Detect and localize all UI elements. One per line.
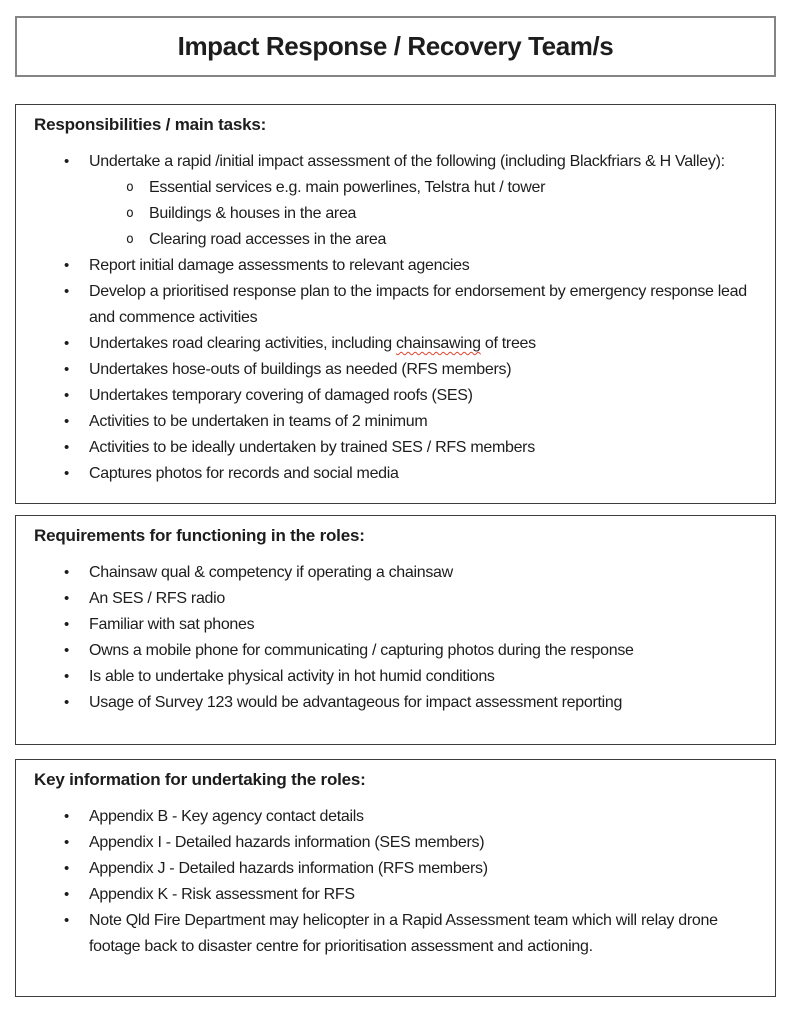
- sub-list-item: [89, 227, 757, 253]
- document-title-box: [15, 16, 776, 77]
- section-heading-requirements: Requirements for functioning in the roles:: [34, 526, 365, 545]
- list-item: [34, 331, 757, 357]
- list-item: [34, 560, 757, 586]
- sub-bullet-marker: o: [126, 206, 134, 221]
- spellcheck-word: chainsawing: [395, 335, 481, 352]
- bullet-marker: •: [64, 387, 69, 404]
- bullet-marker: •: [64, 361, 69, 378]
- list-item-text: Appendix I - Detailed hazards information (SES members): [89, 834, 485, 851]
- bullet-marker: •: [64, 886, 69, 903]
- bullet-marker: •: [64, 439, 69, 456]
- bullet-marker: •: [64, 694, 69, 711]
- key-information-bullet-list: [34, 804, 757, 960]
- bullet-marker: •: [64, 668, 69, 685]
- list-item: [34, 461, 757, 487]
- list-item-text: Usage of Survey 123 would be advantageous for impact assessment reporting: [89, 694, 623, 711]
- section-heading-key-information: Key information for undertaking the roles:: [34, 770, 366, 789]
- list-item: [34, 690, 757, 716]
- section-responsibilities: [15, 104, 776, 504]
- section-key-information: [15, 759, 776, 997]
- bullet-marker: •: [64, 413, 69, 430]
- sub-list-item: [89, 201, 757, 227]
- bullet-marker: •: [64, 465, 69, 482]
- page-title: Impact Response / Recovery Team/s: [177, 31, 614, 61]
- list-item-text: Undertakes temporary covering of damaged roofs (SES): [89, 387, 473, 404]
- section-heading-responsibilities: Responsibilities / main tasks:: [34, 115, 267, 134]
- bullet-marker: •: [64, 257, 69, 274]
- list-item: [34, 612, 757, 638]
- requirements-bullet-list: [34, 560, 757, 716]
- list-item: [34, 149, 757, 253]
- list-item-text: Develop a prioritised response plan to the impacts for endorsement by emergency response lead and commence activities: [89, 283, 747, 326]
- list-item-text: Captures photos for records and social media: [89, 465, 399, 482]
- list-item-text: Owns a mobile phone for communicating / capturing photos during the response: [89, 642, 634, 659]
- bullet-marker: •: [64, 912, 69, 929]
- list-item: [34, 664, 757, 690]
- sub-list-item-text: Clearing road accesses in the area: [149, 231, 387, 248]
- list-item: [34, 908, 757, 960]
- sub-list-item-text: Essential services e.g. main powerlines, Telstra hut / tower: [149, 179, 546, 196]
- list-item-text: Report initial damage assessments to relevant agencies: [89, 257, 470, 274]
- list-item-text: Familiar with sat phones: [89, 616, 255, 633]
- bullet-marker: •: [64, 834, 69, 851]
- bullet-marker: •: [64, 335, 69, 352]
- list-item-text: Undertakes hose-outs of buildings as needed (RFS members): [89, 361, 512, 378]
- list-item-text: Activities to be undertaken in teams of 2 minimum: [89, 413, 428, 430]
- list-item-text: Note Qld Fire Department may helicopter in a Rapid Assessment team which will relay drone footage back to disaster centre for prioritisation assessment and actioning.: [89, 912, 718, 955]
- list-item: [34, 253, 757, 279]
- list-item-text: Chainsaw qual & competency if operating a chainsaw: [89, 564, 453, 581]
- bullet-marker: •: [64, 808, 69, 825]
- bullet-marker: •: [64, 860, 69, 877]
- list-item: [34, 830, 757, 856]
- list-item-text: Undertakes road clearing activities, including chainsawing of trees: [89, 335, 536, 352]
- bullet-marker: •: [64, 642, 69, 659]
- list-item: [34, 586, 757, 612]
- list-item-text: Appendix K - Risk assessment for RFS: [89, 886, 355, 903]
- bullet-marker: •: [64, 616, 69, 633]
- bullet-marker: •: [64, 590, 69, 607]
- sub-bullet-marker: o: [126, 232, 134, 247]
- list-item: [34, 638, 757, 664]
- list-item: [34, 435, 757, 461]
- list-item-text: Undertake a rapid /initial impact assessment of the following (including Blackfriars & H Valley): o Essential services e.g. main powerlines, Telstra hut / tower o Buildings & houses in the area o Clearing road accesses in the area: [89, 149, 757, 253]
- list-item-text: Is able to undertake physical activity in hot humid conditions: [89, 668, 495, 685]
- responsibilities-bullet-list: [34, 149, 757, 487]
- list-item-text: Appendix J - Detailed hazards information (RFS members): [89, 860, 488, 877]
- list-item: [34, 383, 757, 409]
- bullet-marker: •: [64, 564, 69, 581]
- sub-list-item-text: Buildings & houses in the area: [149, 205, 357, 222]
- list-item: [34, 882, 757, 908]
- section-requirements: [15, 515, 776, 745]
- list-item-text: Appendix B - Key agency contact details: [89, 808, 364, 825]
- sub-list-item: [89, 175, 757, 201]
- list-item: [34, 804, 757, 830]
- bullet-marker: •: [64, 153, 69, 170]
- list-item: [34, 279, 757, 331]
- list-item: [34, 409, 757, 435]
- list-item: [34, 856, 757, 882]
- bullet-marker: •: [64, 283, 69, 300]
- list-item: [34, 357, 757, 383]
- sub-bullet-list: [89, 175, 757, 253]
- list-item-text: Activities to be ideally undertaken by trained SES / RFS members: [89, 439, 535, 456]
- sub-bullet-marker: o: [126, 180, 134, 195]
- list-item-text: An SES / RFS radio: [89, 590, 225, 607]
